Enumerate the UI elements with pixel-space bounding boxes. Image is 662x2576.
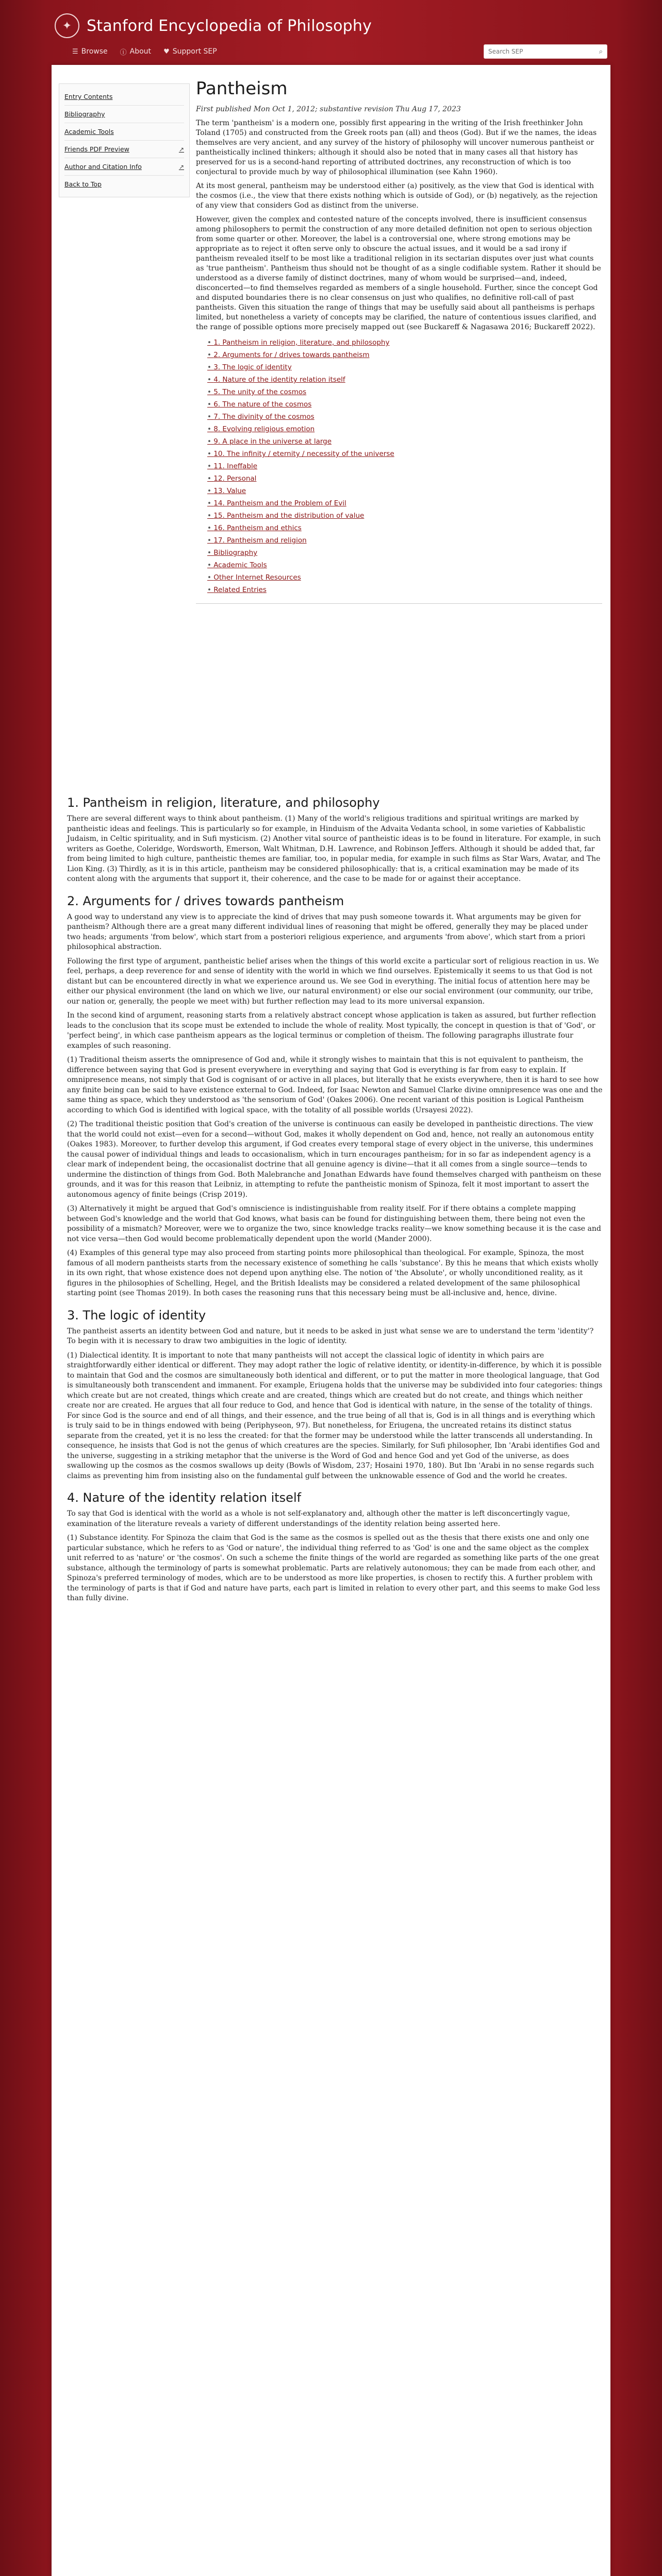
sidebar-item-friends-pdf[interactable]	[64, 141, 184, 158]
toc-item[interactable]: • 8. Evolving religious emotion	[207, 423, 602, 435]
external-link-icon: ↗	[178, 163, 184, 171]
sidebar-item-bibliography[interactable]	[64, 106, 184, 123]
site-header	[52, 0, 610, 61]
toc-item[interactable]: • 13. Value	[207, 485, 602, 497]
sidebar-item-label: Author and Citation Info	[64, 163, 142, 171]
nav-support[interactable]	[163, 47, 217, 56]
toc-item[interactable]: • 9. A place in the universe at large	[207, 435, 602, 448]
toc-item[interactable]: • 10. The infinity / eternity / necessity of the universe	[207, 448, 602, 460]
search-input[interactable]	[488, 48, 599, 55]
article-container	[52, 65, 610, 2576]
list-icon: ☰	[72, 47, 78, 56]
section-paragraph: To say that God is identical with the world as a whole is not self-explanatory and, although other the matter is left disconcertingly vague, examination of the literature reveals a variety of different understandings of the identity relation being asserted here.	[67, 1510, 570, 1528]
toc-item[interactable]: • 5. The unity of the cosmos	[207, 386, 602, 398]
search-icon[interactable]: ⌕	[599, 47, 603, 56]
toc-item[interactable]: • 11. Ineffable	[207, 460, 602, 472]
publication-info: First published Mon Oct 1, 2012; substantive revision Thu Aug 17, 2023	[196, 105, 461, 113]
sidebar-item-label: Friends PDF Preview	[64, 145, 129, 153]
site-title[interactable]: Stanford Encyclopedia of Philosophy	[87, 16, 372, 35]
section-paragraph: (2) The traditional theistic position that God's creation of the universe is continuous can easily be developed in pantheistic directions. The view that the world could not exist—even for a second—without God, makes it wholly dependent on God and, hence, not really an autonomous entity (Oakes 1983). Moreover, to further develop this argument, if God creates every temporal stage of every object in the universe, this undermines the causal power of individual things and leads to occasionalism, which in turn encourages pantheism; for in so far as independent agency is a clear mark of independent being, the occasionalist doctrine that all genuine agency is divine—that it all comes from a single source—tends to undermine the distinction of things from God. Both Malebranche and Jonathan Edwards have found themselves charged with pantheism on these grounds, and it was for this reason that Leibniz, in attempting to refute the pantheistic monism of Spinoza, felt it most important to assert the autonomous agency of finite beings (Crisp 2019).	[67, 1120, 602, 1199]
entry-navigation	[59, 83, 190, 197]
section-paragraph: (1) Traditional theism asserts the omnipresence of God and, while it strongly wishes to maintain that this is not equivalent to pantheism, the difference between saying that God is present everywhere in everything and saying that God is everything is far from easy to explain. If omnipresence means, not simply that God is cognisant of or active in all places, but literally that he exists everywhere, then it is hard to see how any finite being can be said to have existence external to God. Indeed, for Isaac Newton and Samuel Clarke divine omnipresence was one and the same thing as space, which they understood as 'the sensorium of God' (Oakes 2006). One recent variant of this position is Logical Pantheism according to which God is identified with logical space, with the totality of all possible worlds (Ursayesi 2022).	[67, 1056, 603, 1114]
section-heading: 4. Nature of the identity relation itself	[67, 1490, 302, 1505]
sidebar-item-back-to-top[interactable]	[64, 176, 184, 193]
section-paragraph: (3) Alternatively it might be argued that God's omniscience is indistinguishable from reality itself. For if there obtains a complete mapping between God's knowledge and the world that God knows, what basis can be found for distinguishing between them, there being not even the possibility of a mismatch? Moreover, were we to organize the two, since knowledge tracks reality—we know something because it is the case and not vice versa—then God would become problematically dependent upon the world (Mander 2000).	[67, 1205, 601, 1243]
table-of-contents	[207, 336, 602, 596]
sidebar-item-label: Back to Top	[64, 180, 102, 188]
toc-item[interactable]: • 14. Pantheism and the Problem of Evil	[207, 497, 602, 510]
sidebar-item-academic-tools[interactable]	[64, 123, 184, 141]
article-body	[67, 786, 603, 1608]
sidebar-item-label: Academic Tools	[64, 128, 114, 135]
toc-item[interactable]: • 17. Pantheism and religion	[207, 534, 602, 547]
article-header	[196, 78, 602, 611]
section-heading: 1. Pantheism in religion, literature, and philosophy	[67, 795, 380, 810]
section-heading: 2. Arguments for / drives towards pantheism	[67, 893, 344, 908]
section-heading: 3. The logic of identity	[67, 1308, 206, 1323]
toc-item[interactable]: • 16. Pantheism and ethics	[207, 522, 602, 534]
seal-glyph: ✦	[62, 19, 72, 32]
sep-seal-logo	[55, 13, 79, 38]
section-paragraph: Following the first type of argument, pantheistic belief arises when the things of this world excite a particular sort of religious reaction in us. We feel, perhaps, a deep reverence for and sense of identity with the world in which we find ourselves. Epistemically it seems to us that God is not distant but can be encountered directly in what we experience around us. We see God in everything. The initial focus of attention here may be either our physical environment (the land on which we live, our natural environment) or else our social environment (our community, our tribe, our nation or, generally, the people we meet with) but further reflection may lead to its more universal expansion.	[67, 957, 599, 1006]
divider	[196, 603, 602, 604]
toc-item[interactable]: • 15. Pantheism and the distribution of value	[207, 510, 602, 522]
nav-about[interactable]	[120, 47, 151, 57]
sidebar-item-label: Entry Contents	[64, 93, 113, 100]
toc-item[interactable]: • 6. The nature of the cosmos	[207, 398, 602, 411]
toc-item[interactable]: • 12. Personal	[207, 472, 602, 485]
heart-icon: ♥	[163, 47, 170, 56]
toc-item[interactable]: • 3. The logic of identity	[207, 361, 602, 374]
section-paragraph: There are several different ways to think about pantheism. (1) Many of the world's religious traditions and spiritual writings are marked by pantheistic ideas and feelings. This is particularly so for example, in Hinduism of the Advaita Vedanta school, in some varieties of Kabbalistic Judaism, in Celtic spirituality, and in Sufi mysticism. (2) Another vital source of pantheistic ideas is to be found in literature. For example, in such writers as Goethe, Coleridge, Wordsworth, Emerson, Walt Whitman, D.H. Lawrence, and Robinson Jeffers. Although it should be added that, far from being limited to high culture, pantheistic themes are familiar, too, in popular media, for example in such films as Star Wars, Avatar, and The Lion King. (3) Thirdly, as it is in this article, pantheism may be considered philosophically: that is, a critical examination may be made of its content along with the arguments that support it, their coherence, and the case to be made for or against their acceptance.	[67, 815, 601, 883]
external-link-icon: ↗	[178, 145, 184, 153]
intro-paragraph: The term 'pantheism' is a modern one, possibly first appearing in the writing of the Irish freethinker John Toland (1705) and constructed from the Greek roots pan (all) and theos (God). But if we the names, the ideas themselves are very ancient, and any survey of the history of philosophy will uncover numerous pantheist or pantheistically inclined thinkers; although it should also be noted that in many cases all that history has preserved for us is a second-hand reporting of attributed doctrines, any reconstruction of which is too conjectural to provide much by way of philosophical illumination (see Kahn 1960).	[196, 119, 597, 176]
toc-item[interactable]: • 4. Nature of the identity relation itself	[207, 374, 602, 386]
toc-item[interactable]: • 7. The divinity of the cosmos	[207, 411, 602, 423]
toc-item[interactable]: • Related Entries	[207, 584, 602, 596]
sidebar-item-author-citation[interactable]	[64, 158, 184, 176]
sidebar-item-label: Bibliography	[64, 110, 105, 118]
toc-item[interactable]: • Bibliography	[207, 547, 602, 559]
toc-item[interactable]: • Other Internet Resources	[207, 571, 602, 584]
toc-item[interactable]: • Academic Tools	[207, 559, 602, 571]
intro-paragraph: At its most general, pantheism may be understood either (a) positively, as the view that God is identical with the cosmos (i.e., the view that there exists nothing which is outside of God), or (b) negatively, as the rejection of any view that considers God as distinct from the universe.	[196, 182, 598, 210]
section-paragraph: (4) Examples of this general type may also proceed from starting points more philosophical than theological. For example, Spinoza, the most famous of all modern pantheists starts from the necessary existence of something he calls 'substance'. By this he means that which exists wholly in its own right, that whose existence does not depend upon anything else. The notion of 'the Absolute', or wholly unconditioned reality, as it figures in the philosophies of Schelling, Hegel, and the British Idealists may be considered a related development of the same philosophical starting point (see Thomas 2019). In both cases the reasoning runs that this necessary being must be all-inclusive and, hence, divine.	[67, 1249, 599, 1297]
toc-item[interactable]: • 2. Arguments for / drives towards pantheism	[207, 349, 602, 361]
nav-browse[interactable]	[72, 47, 108, 56]
section-paragraph: The pantheist asserts an identity between God and nature, but it needs to be asked in just what sense we are to understand the term 'identity'? To begin with it is necessary to draw two ambiguities in the logic of identity.	[67, 1327, 594, 1345]
nav-browse-label: Browse	[81, 47, 108, 56]
toc-item[interactable]: • 1. Pantheism in religion, literature, and philosophy	[207, 336, 602, 349]
page-title: Pantheism	[196, 78, 288, 99]
section-paragraph: (1) Substance identity. For Spinoza the claim that God is the same as the cosmos is spelled out as the thesis that there exists one and only one particular substance, which he refers to as 'God or nature', the individual thing referred to as 'God' is one and the same object as the complex unit referred to as 'nature' or 'the cosmos'. On such a scheme the finite things of the world are regarded as something like parts of the one great substance, although the terminology of parts is somewhat problematic. Parts are relatively autonomous; they can be made from each other, and Spinoza's preferred terminology of modes, which are to be understood as more like properties, is chosen to rectify this. A further problem with the terminology of parts is that if God and nature have parts, each part is limited in relation to every other part, and this seems to make God less than fully divine.	[67, 1534, 600, 1602]
sidebar-item-entry-contents[interactable]	[64, 88, 184, 106]
section-paragraph: A good way to understand any view is to appreciate the kind of drives that may push someone towards it. What arguments may be given for pantheism? Although there are a great many different individual lines of reasoning that might be offered, generally they may be placed under two heads; arguments 'from below', which start from a posteriori religious experience, and arguments 'from above', which start from a priori philosophical abstraction.	[67, 912, 588, 951]
intro-paragraph: However, given the complex and contested nature of the concepts involved, there is insufficient consensus among philosophers to permit the construction of any more detailed definition not open to serious objection from some quarter or other. Moreover, the label is a controversial one, where strong emotions may be appropriate as to reject it often serve only to obscure the actual issues, and it would be a sad irony if pantheism revealed itself to be most like a traditional religion in its sectarian disputes over just what counts as 'true pantheism'. Pantheism thus should not be thought of as a single codifiable system. Rather it should be understood as a diverse family of distinct doctrines, many of whom would be surprised—and, indeed, disconcerted—to find themselves regarded as members of a single household. Further, since the concept God and disputed boundaries there is no clear consensus on just who qualifies, no definitive roll-call of past pantheists. Given this situation the range of things that may be usefully said about all pantheisms is perhaps limited, but nonetheless a variety of concepts may be clarified, the nature of contentious issues clarified, and the range of possible options more precisely mapped out (see Buckareff & Nagasawa 2016; Buckareff 2022).	[196, 215, 601, 331]
nav-about-label: About	[129, 47, 152, 56]
site-brand[interactable]	[55, 13, 372, 38]
section-paragraph: In the second kind of argument, reasoning starts from a relatively abstract concept whose application is taken as assured, but further reflection leads to the conclusion that its scope must be extended to include the whole of reality. Most typically, the concept in question is that of 'God', or 'perfect being', in which case pantheism appears as the logical terminus or completion of theism. The following paragraphs illustrate four examples of such reasoning.	[67, 1011, 597, 1050]
info-icon: ⓘ	[120, 48, 127, 57]
nav-support-label: Support SEP	[172, 47, 217, 56]
section-paragraph: (1) Dialectical identity. It is important to note that many pantheists will not accept the classical logic of identity in which pairs are straightforwardly either identical or different. They may adopt rather the logic of relative identity, or identity-in-difference, by which it is possible to maintain that God and the cosmos are simultaneously both identical and different, or to put the matter in more theological language, that God is simultaneously both transcendent and immanent. For example, Eriugena holds that the universe may be subdivided into four categories: things which create but are not created, things which create and are created, things which are created but do not create, and things which neither create nor are created. He argues that all four reduce to God, and hence that God is identical with nature, in the sense of the totality of things. For since God is the source and end of all things, and their essence, and the true being of all that is, God is in all things and is everything which is truly said to be in things endowed with being (Periphyseon, 97). But nonetheless, for Eriugena, the uncreated retains its distinct status separate from the created, yet it is no less the created: for that the former may be understood while the latter transcends all understanding. In consequence, he insists that God is not the genus of which creatures are the species. Similarly, for Sufi philosopher, Ibn 'Arabi identifies God and the universe, suggesting in a striking metaphor that the universe is the Word of God and hence God and yet God of the universe, as does swallowing up the cosmos as the cosmos swallows up deity (Bowls of Wisdom, 237; Hosaini 1970, 180). But Ibn 'Arabi in no sense regards such claims as preventing him from insisting also on the fundamental gulf between the unknowable essence of God and the world he creates.	[67, 1351, 603, 1480]
search-box	[484, 44, 607, 59]
